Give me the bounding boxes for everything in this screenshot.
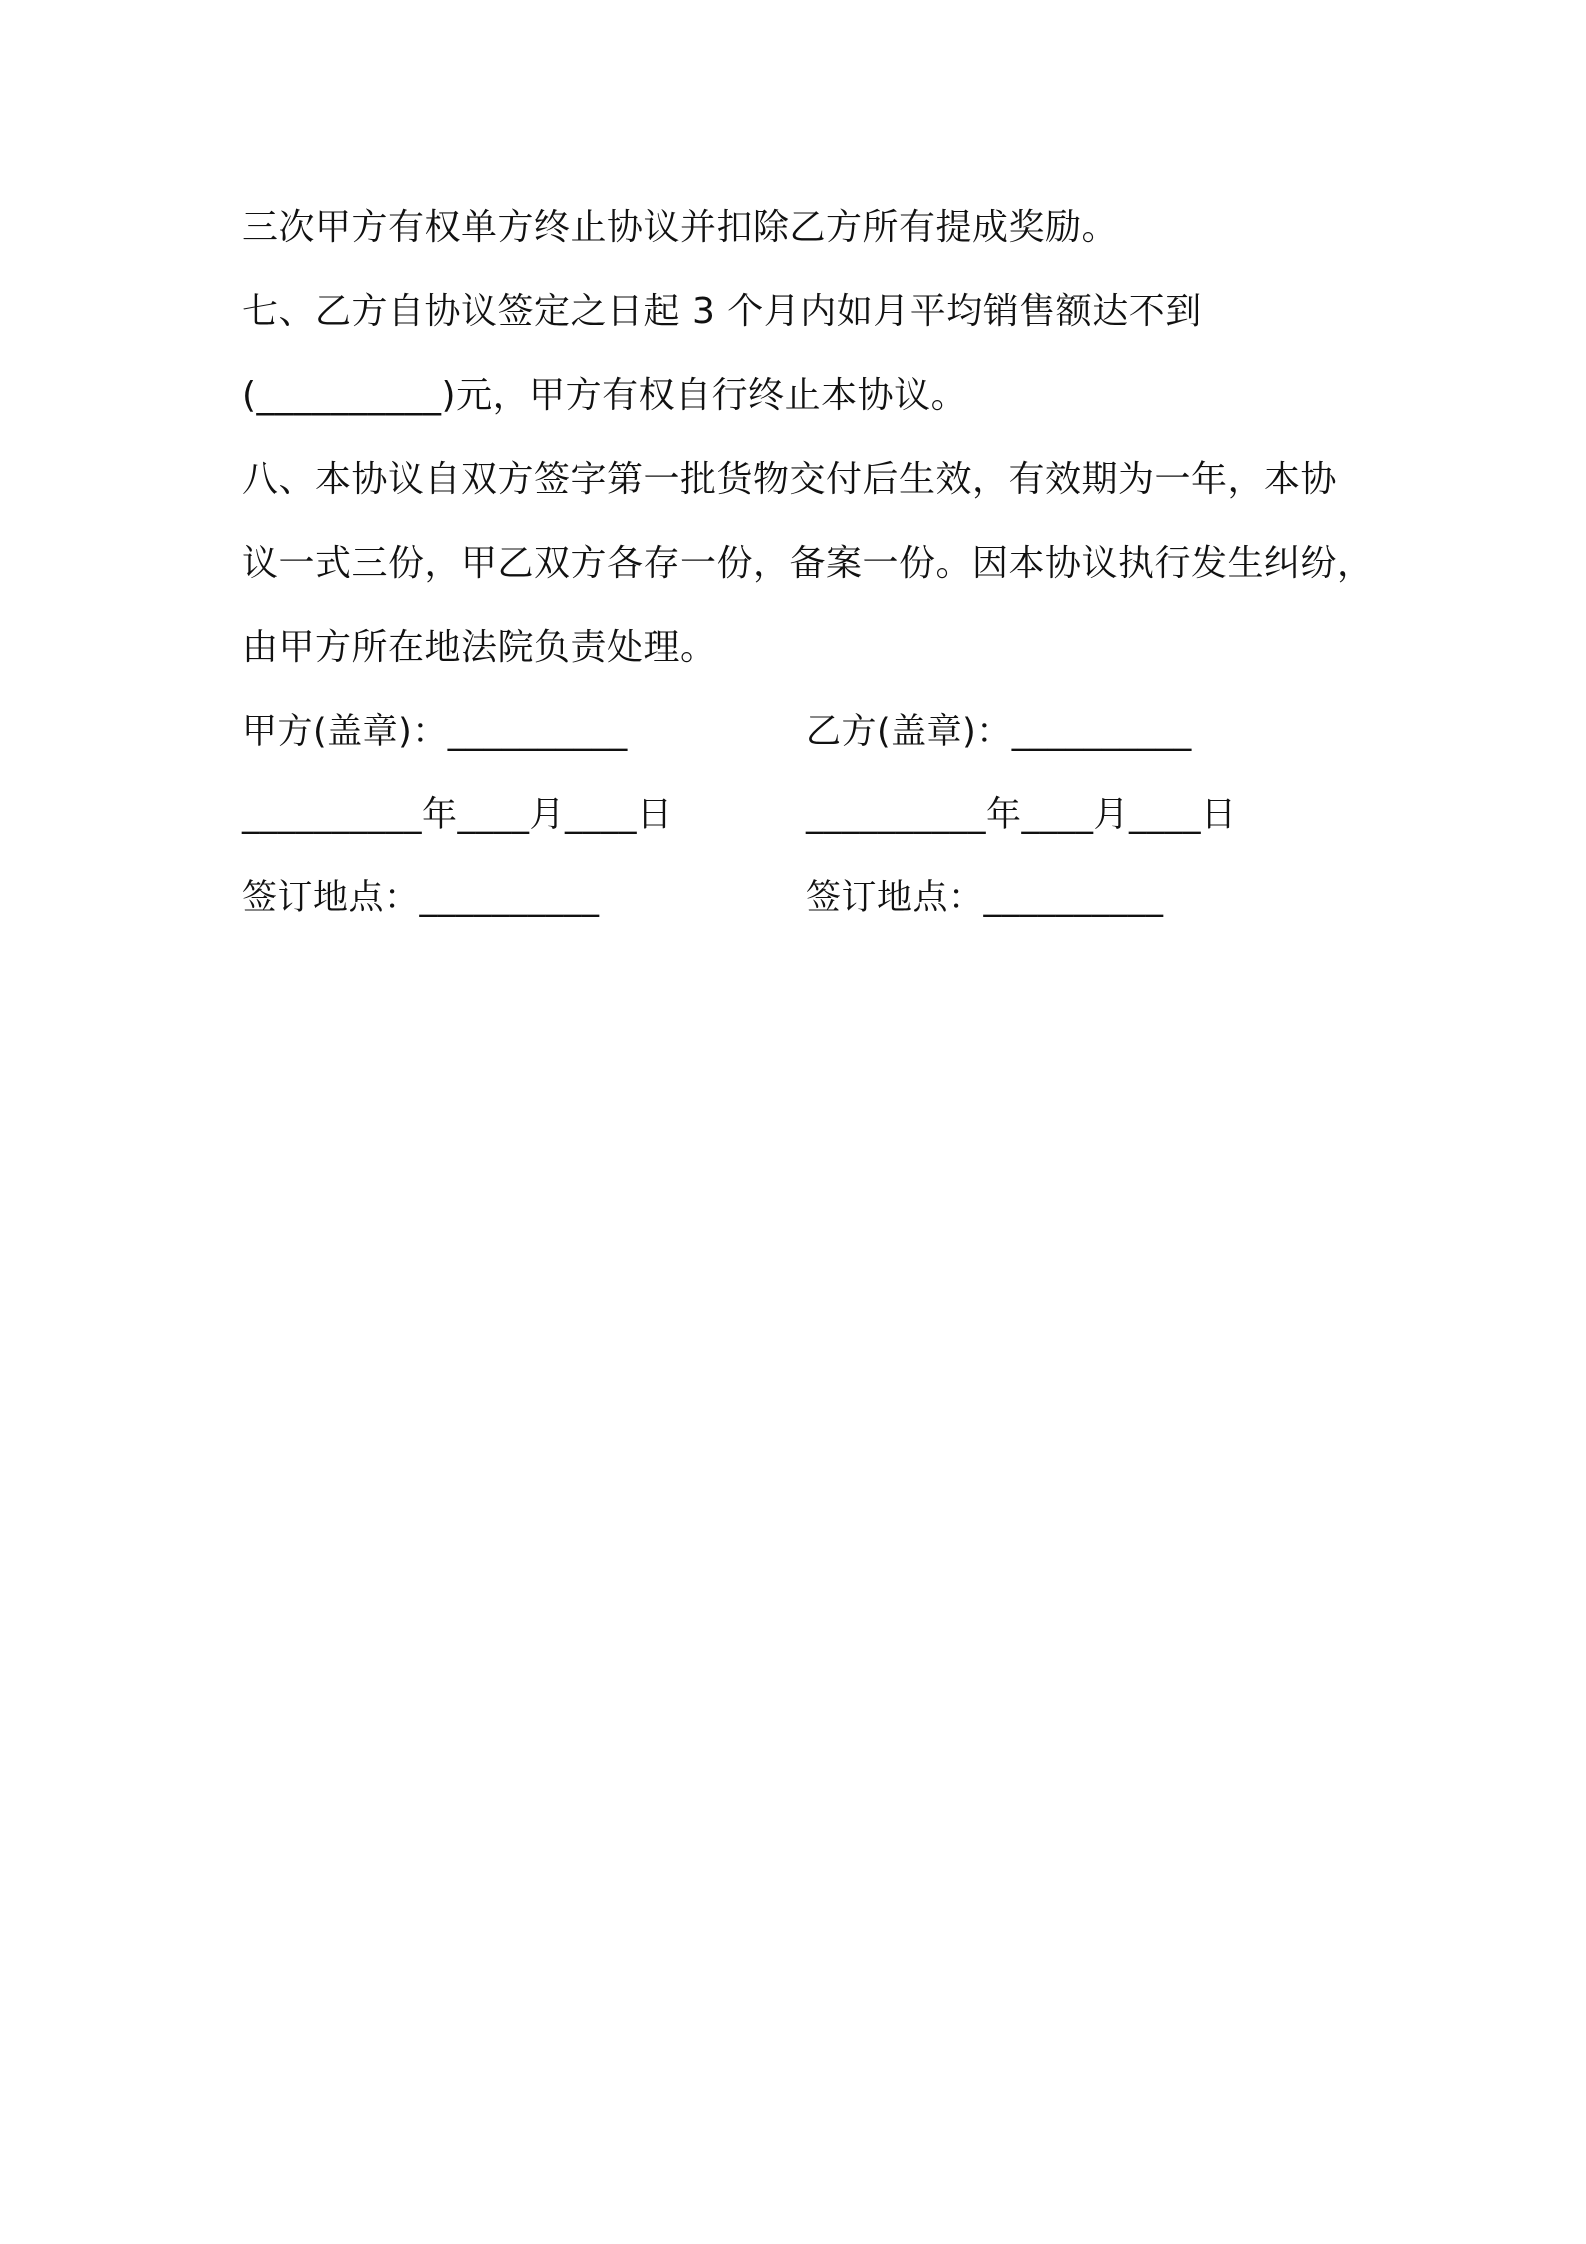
- clause-8-line-3: 由甲方所在地法院负责处理。: [242, 627, 717, 668]
- clause-7-line-1: 七、乙方自协议签定之日起 3 个月内如月平均销售额达不到: [242, 291, 1202, 332]
- clause-8-line-1: 八、本协议自双方签字第一批货物交付后生效，有效期为一年，本协: [242, 459, 1338, 500]
- party-b-seal: 乙方(盖章)：__________: [806, 712, 1192, 752]
- party-a-place: 签订地点：__________: [242, 878, 600, 918]
- party-a-date: __________年____月____日: [242, 795, 673, 835]
- clause-6-continuation: 三次甲方有权单方终止协议并扣除乙方所有提成奖励。: [242, 207, 1119, 248]
- clause-7-line-2: (__________)元，甲方有权自行终止本协议。: [242, 375, 968, 416]
- party-b-date: __________年____月____日: [806, 795, 1237, 835]
- party-a-seal: 甲方(盖章)：__________: [242, 712, 628, 752]
- party-b-place: 签订地点：__________: [806, 878, 1164, 918]
- clause-8-line-2: 议一式三份，甲乙双方各存一份，备案一份。因本协议执行发生纠纷，: [242, 543, 1374, 584]
